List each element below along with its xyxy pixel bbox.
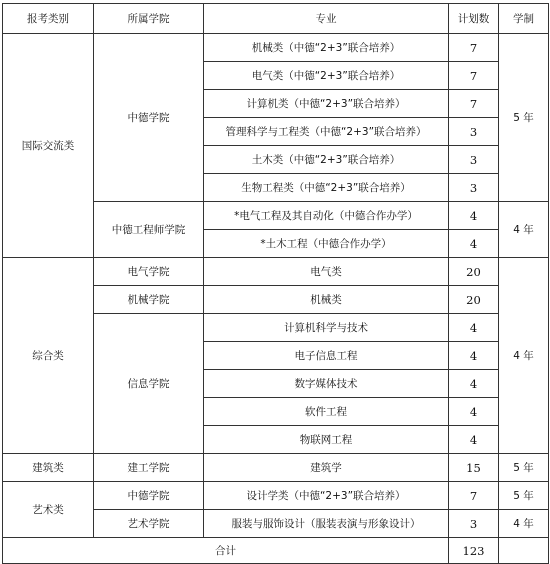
plan-cell: 15 xyxy=(449,454,499,482)
plan-cell: 4 xyxy=(449,314,499,342)
major-cell: 设计学类（中德“2+3”联合培养） xyxy=(204,482,449,510)
total-value: 123 xyxy=(449,538,499,564)
major-cell: 计算机科学与技术 xyxy=(204,314,449,342)
major-cell: 土木类（中德“2+3”联合培养） xyxy=(204,146,449,174)
college-cell: 中德学院 xyxy=(94,34,204,202)
header-row xyxy=(3,4,549,34)
major-cell: 生物工程类（中德“2+3”联合培养） xyxy=(204,174,449,202)
plan-cell: 4 xyxy=(449,230,499,258)
plan-cell: 7 xyxy=(449,90,499,118)
total-row xyxy=(3,538,549,564)
header-category: 报考类别 xyxy=(3,4,94,34)
college-cell: 机械学院 xyxy=(94,286,204,314)
plan-cell: 7 xyxy=(449,62,499,90)
major-cell: 服装与服饰设计（服装表演与形象设计） xyxy=(204,510,449,538)
major-cell: 电子信息工程 xyxy=(204,342,449,370)
college-cell: 艺术学院 xyxy=(94,510,204,538)
header-duration: 学制 xyxy=(499,4,549,34)
plan-cell: 4 xyxy=(449,426,499,454)
major-cell: *电气工程及其自动化（中德合作办学） xyxy=(204,202,449,230)
plan-cell: 20 xyxy=(449,286,499,314)
duration-cell: 5 年 xyxy=(499,482,549,510)
major-cell: 电气类 xyxy=(204,258,449,286)
enrollment-plan-table xyxy=(2,3,549,564)
plan-cell: 3 xyxy=(449,146,499,174)
table-row xyxy=(3,482,549,510)
plan-cell: 20 xyxy=(449,258,499,286)
college-cell: 电气学院 xyxy=(94,258,204,286)
college-cell: 建工学院 xyxy=(94,454,204,482)
plan-cell: 7 xyxy=(449,482,499,510)
plan-cell: 3 xyxy=(449,510,499,538)
category-cell: 建筑类 xyxy=(3,454,94,482)
college-cell: 中德工程师学院 xyxy=(94,202,204,258)
total-duration-empty xyxy=(499,538,549,564)
category-cell: 综合类 xyxy=(3,258,94,454)
major-cell: 电气类（中德“2+3”联合培养） xyxy=(204,62,449,90)
duration-cell: 5 年 xyxy=(499,34,549,202)
major-cell: 计算机类（中德“2+3”联合培养） xyxy=(204,90,449,118)
plan-cell: 4 xyxy=(449,202,499,230)
major-cell: 机械类（中德“2+3”联合培养） xyxy=(204,34,449,62)
plan-cell: 4 xyxy=(449,370,499,398)
category-cell: 艺术类 xyxy=(3,482,94,538)
plan-cell: 3 xyxy=(449,118,499,146)
category-cell: 国际交流类 xyxy=(3,34,94,258)
plan-cell: 4 xyxy=(449,398,499,426)
major-cell: 软件工程 xyxy=(204,398,449,426)
college-cell: 信息学院 xyxy=(94,314,204,454)
total-label: 合计 xyxy=(3,538,449,564)
duration-cell: 5 年 xyxy=(499,454,549,482)
major-cell: 机械类 xyxy=(204,286,449,314)
major-cell: 管理科学与工程类（中德“2+3”联合培养） xyxy=(204,118,449,146)
major-cell: 物联网工程 xyxy=(204,426,449,454)
table-row xyxy=(3,258,549,286)
header-major: 专业 xyxy=(204,4,449,34)
major-cell: *土木工程（中德合作办学） xyxy=(204,230,449,258)
table-row xyxy=(3,34,549,62)
major-cell: 建筑学 xyxy=(204,454,449,482)
duration-cell: 4 年 xyxy=(499,258,549,454)
duration-cell: 4 年 xyxy=(499,202,549,258)
college-cell: 中德学院 xyxy=(94,482,204,510)
plan-cell: 7 xyxy=(449,34,499,62)
header-college: 所属学院 xyxy=(94,4,204,34)
major-cell: 数字媒体技术 xyxy=(204,370,449,398)
plan-cell: 3 xyxy=(449,174,499,202)
plan-cell: 4 xyxy=(449,342,499,370)
duration-cell: 4 年 xyxy=(499,510,549,538)
table-row xyxy=(3,454,549,482)
header-plan: 计划数 xyxy=(449,4,499,34)
